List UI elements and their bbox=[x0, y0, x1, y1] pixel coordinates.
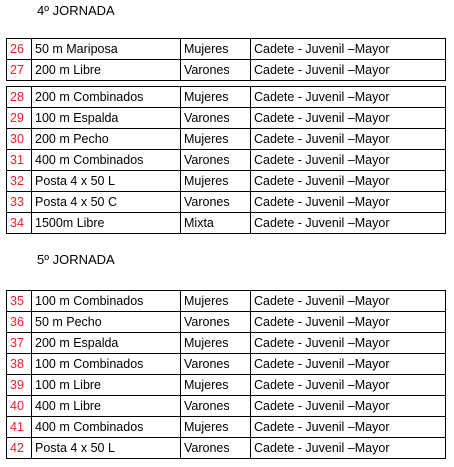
event-name: Posta 4 x 50 L bbox=[32, 438, 181, 459]
event-gender: Mujeres bbox=[181, 87, 251, 108]
event-name: 100 m Combinados bbox=[32, 354, 181, 375]
table-row bbox=[7, 150, 446, 171]
table-row bbox=[7, 108, 446, 129]
table-row bbox=[7, 354, 446, 375]
event-gender: Varones bbox=[181, 108, 251, 129]
event-gender: Mujeres bbox=[181, 171, 251, 192]
event-name: 400 m Libre bbox=[32, 396, 181, 417]
event-name: 200 m Pecho bbox=[32, 129, 181, 150]
event-number: 29 bbox=[7, 108, 32, 129]
event-gender: Varones bbox=[181, 354, 251, 375]
event-number: 35 bbox=[7, 291, 32, 312]
table-row bbox=[7, 87, 446, 108]
event-name: 200 m Combinados bbox=[32, 87, 181, 108]
event-gender: Varones bbox=[181, 192, 251, 213]
event-name: 400 m Combinados bbox=[32, 150, 181, 171]
event-gender: Mujeres bbox=[181, 129, 251, 150]
event-category: Cadete - Juvenil –Mayor bbox=[251, 291, 446, 312]
table-row bbox=[7, 333, 446, 354]
event-category: Cadete - Juvenil –Mayor bbox=[251, 108, 446, 129]
event-category: Cadete - Juvenil –Mayor bbox=[251, 171, 446, 192]
event-gender: Mujeres bbox=[181, 39, 251, 60]
schedule-table-jornada-5 bbox=[6, 290, 446, 459]
schedule-table-jornada-4-part-1 bbox=[6, 38, 446, 81]
event-gender: Varones bbox=[181, 60, 251, 81]
table-row bbox=[7, 438, 446, 459]
table-row bbox=[7, 129, 446, 150]
event-name: 50 m Pecho bbox=[32, 312, 181, 333]
event-name: 200 m Libre bbox=[32, 60, 181, 81]
event-number: 33 bbox=[7, 192, 32, 213]
event-category: Cadete - Juvenil –Mayor bbox=[251, 375, 446, 396]
event-category: Cadete - Juvenil –Mayor bbox=[251, 39, 446, 60]
event-category: Cadete - Juvenil –Mayor bbox=[251, 87, 446, 108]
event-gender: Mujeres bbox=[181, 375, 251, 396]
event-category: Cadete - Juvenil –Mayor bbox=[251, 438, 446, 459]
event-gender: Mujeres bbox=[181, 417, 251, 438]
event-name: 200 m Espalda bbox=[32, 333, 181, 354]
event-number: 42 bbox=[7, 438, 32, 459]
event-gender: Varones bbox=[181, 150, 251, 171]
table-row bbox=[7, 291, 446, 312]
event-gender: Varones bbox=[181, 396, 251, 417]
event-category: Cadete - Juvenil –Mayor bbox=[251, 192, 446, 213]
table-row bbox=[7, 417, 446, 438]
event-number: 38 bbox=[7, 354, 32, 375]
schedule-table-jornada-4-part-2 bbox=[6, 86, 446, 234]
event-name: 100 m Espalda bbox=[32, 108, 181, 129]
table-row bbox=[7, 213, 446, 234]
event-number: 27 bbox=[7, 60, 32, 81]
event-category: Cadete - Juvenil –Mayor bbox=[251, 150, 446, 171]
event-category: Cadete - Juvenil –Mayor bbox=[251, 354, 446, 375]
event-category: Cadete - Juvenil –Mayor bbox=[251, 60, 446, 81]
event-category: Cadete - Juvenil –Mayor bbox=[251, 396, 446, 417]
event-number: 34 bbox=[7, 213, 32, 234]
event-gender: Varones bbox=[181, 312, 251, 333]
event-name: 400 m Combinados bbox=[32, 417, 181, 438]
table-row bbox=[7, 39, 446, 60]
event-gender: Varones bbox=[181, 438, 251, 459]
event-number: 30 bbox=[7, 129, 32, 150]
event-number: 39 bbox=[7, 375, 32, 396]
section-title-jornada-4: 4º JORNADA bbox=[37, 3, 115, 18]
event-name: 50 m Mariposa bbox=[32, 39, 181, 60]
table-row bbox=[7, 312, 446, 333]
event-gender: Mixta bbox=[181, 213, 251, 234]
event-category: Cadete - Juvenil –Mayor bbox=[251, 333, 446, 354]
event-gender: Mujeres bbox=[181, 291, 251, 312]
table-row bbox=[7, 375, 446, 396]
event-name: 100 m Libre bbox=[32, 375, 181, 396]
table-row bbox=[7, 171, 446, 192]
event-number: 28 bbox=[7, 87, 32, 108]
event-gender: Mujeres bbox=[181, 333, 251, 354]
event-number: 37 bbox=[7, 333, 32, 354]
event-number: 41 bbox=[7, 417, 32, 438]
event-name: Posta 4 x 50 C bbox=[32, 192, 181, 213]
event-category: Cadete - Juvenil –Mayor bbox=[251, 129, 446, 150]
event-number: 26 bbox=[7, 39, 32, 60]
event-number: 36 bbox=[7, 312, 32, 333]
event-number: 40 bbox=[7, 396, 32, 417]
event-name: 1500m Libre bbox=[32, 213, 181, 234]
event-category: Cadete - Juvenil –Mayor bbox=[251, 417, 446, 438]
table-row bbox=[7, 60, 446, 81]
section-title-jornada-5: 5º JORNADA bbox=[37, 252, 115, 267]
event-category: Cadete - Juvenil –Mayor bbox=[251, 213, 446, 234]
table-row bbox=[7, 192, 446, 213]
event-category: Cadete - Juvenil –Mayor bbox=[251, 312, 446, 333]
event-name: 100 m Combinados bbox=[32, 291, 181, 312]
table-row bbox=[7, 396, 446, 417]
event-number: 32 bbox=[7, 171, 32, 192]
event-number: 31 bbox=[7, 150, 32, 171]
event-name: Posta 4 x 50 L bbox=[32, 171, 181, 192]
